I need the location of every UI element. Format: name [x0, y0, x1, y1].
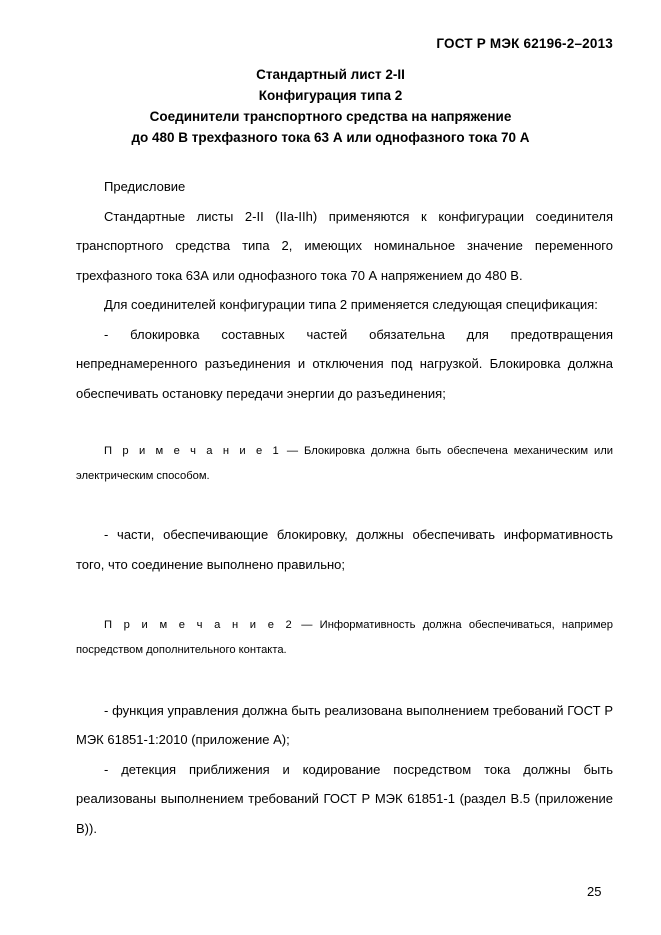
document-title: [48, 64, 613, 148]
title-line-4: до 480 В трехфазного тока 63 А или однофазного тока 70 А: [131, 130, 530, 145]
paragraph-5: - функция управления должна быть реализована выполнением требований ГОСТ Р МЭК 61851-1:2010 (приложение А);: [76, 702, 613, 748]
note-2: [76, 613, 613, 663]
note-2-label: П р и м е ч а н и е 2: [104, 618, 294, 631]
spacer: [76, 579, 613, 601]
title-line-1: Стандартный лист 2-II: [256, 67, 405, 82]
title-line-2: Конфигурация типа 2: [258, 88, 403, 103]
page-number: 25: [587, 884, 602, 899]
spacer: [76, 408, 613, 428]
note-1: [76, 439, 613, 489]
paragraph-1: Стандартные листы 2-II (IIa-IIh) применяются к конфигурации соединителя транспортного средства типа 2, имеющих номинальное значение переменного трехфазного тока 63А или однофазного тока 70 А напряжением до 480 В.: [76, 208, 613, 283]
title-line-3: Соединители транспортного средства на напряжение: [149, 109, 512, 124]
paragraph-2: Для соединителей конфигурации типа 2 применяется следующая спецификация:: [104, 297, 598, 312]
spacer: [76, 500, 613, 520]
paragraph-4: - части, обеспечивающие блокировку, должны обеспечивать информативность того, что соединение выполнено правильно;: [76, 527, 613, 572]
note-1-label: П р и м е ч а н и е 1: [104, 445, 281, 458]
preface-heading: Предисловие: [104, 179, 186, 194]
paragraph-6: - детекция приближения и кодирование посредством тока должны быть реализованы выполнением требований ГОСТ Р МЭК 61851-1 (раздел В.5 (приложение В)).: [76, 761, 613, 836]
document-body: [76, 172, 613, 843]
note-1-text: — Блокировка должна быть обеспечена механическим или электрическим способом.: [76, 445, 613, 483]
note-2-text: — Информативность должна обеспечиваться, например посредством дополнительного контакта.: [76, 618, 613, 656]
spacer: [76, 674, 613, 696]
document-header: ГОСТ Р МЭК 62196-2–2013: [436, 36, 613, 51]
paragraph-3: - блокировка составных частей обязательна для предотвращения непреднамеренного разъединения и отключения под нагрузкой. Блокировка должна обеспечивать остановку передачи энергии до разъединения;: [76, 326, 613, 401]
